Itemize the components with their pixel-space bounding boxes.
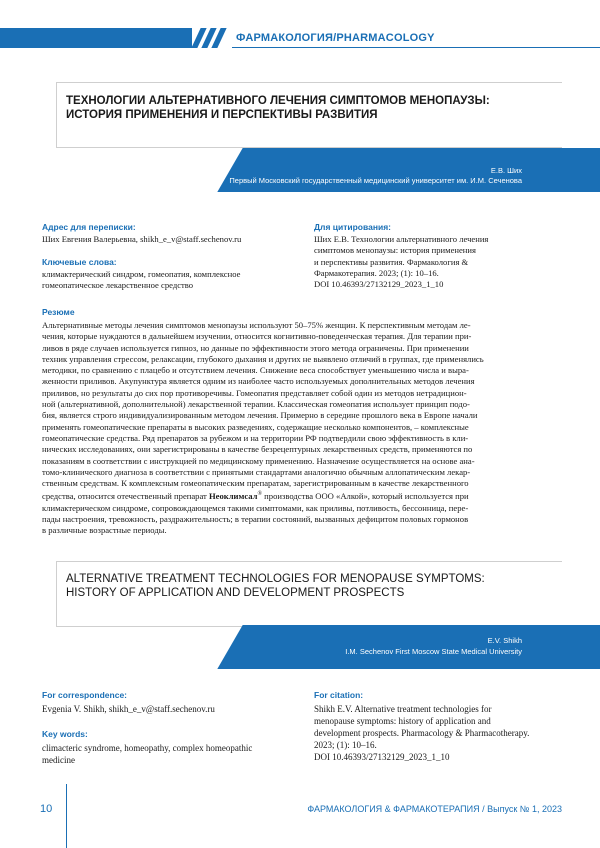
ru-citation-line: Ших Е.В. Технологии альтернативного лечения (314, 234, 489, 244)
en-citation-line: development prospects. Pharmacology & Pharmacotherapy. (314, 728, 530, 738)
ru-abstract-tail (42, 503, 566, 537)
page-number: 10 (40, 803, 53, 815)
ru-citation-line: и перспективы развития. Фармакология & (314, 256, 469, 267)
en-keywords-label: Key words: (42, 729, 88, 739)
ru-abstract-line: в различные возрастные периоды. (42, 525, 167, 536)
ru-abstract-line: показаниям в соответствии с инструкцией по медицинскому применению. Назначение осуществляется на основе ана- (42, 455, 475, 466)
ru-citation-line: Фармакотерапия. 2023; (1): 10–16. (314, 267, 439, 278)
ru-abstract-line: применять гомеопатические препараты в высоких разведениях, содержащие несколько компонентов, – комплексные (42, 421, 469, 432)
section-title: ФАРМАКОЛОГИЯ/PHARMACOLOGY (236, 32, 435, 44)
ru-abstract-line: техник управления стрессом, релаксации, глубокого дыхания и других не выявлено отличий в группах, где применялись (42, 353, 484, 364)
drug-name: Неоклимсал (208, 491, 258, 502)
header-bar (0, 28, 192, 48)
ru-abstract-line: пады настроения, тревожность, раздражительность; в терапии состояний, вызванных дефицитом половых гормонов (42, 513, 469, 524)
ru-abstract-line: ственным средствам. К комплексным гомеопатическим препаратам, зарегистрированным в качестве лекарственного (42, 478, 469, 489)
ru-citation-label: Для цитирования: (314, 222, 391, 232)
ru-author-affiliation: Первый Московский государственный медицинский университет им. И.М. Сеченова (229, 176, 522, 185)
abstract-text: производства ООО «Алкой», который используется при (262, 491, 469, 502)
ru-abstract-line: женности приливов. Акупунктура является одним из наиболее часто используемых дополнительных методов лечения (42, 376, 475, 387)
header-rule (232, 47, 600, 48)
en-title-line: HISTORY OF APPLICATION AND DEVELOPMENT PROSPECTS (66, 587, 405, 599)
registered-mark: ® (257, 491, 263, 498)
ru-abstract (42, 320, 566, 537)
ru-author-name: Е.В. Ших (490, 166, 522, 175)
ru-abstract-line (42, 489, 566, 502)
ru-abstract-line: чения, которые нуждаются в дальнейшем изучении, относится когнитивно-поведенческая терапия. Для терапии при- (42, 331, 472, 342)
en-article-title (66, 572, 546, 600)
en-title-line: ALTERNATIVE TREATMENT TECHNOLOGIES FOR MENOPAUSE SYMPTOMS: (66, 573, 485, 585)
ru-article-title (66, 95, 546, 122)
footer-rule (66, 784, 67, 848)
ru-abstract-line: приливов, но результаты до сих пор противоречивы. Гомеопатия представляет собой один из методов нетрадицион- (42, 387, 467, 398)
ru-citation-line: DOI 10.46393/27132129_2023_1_10 (314, 279, 444, 290)
journal-footer: ФАРМАКОЛОГИЯ & ФАРМАКОТЕРАПИЯ / Выпуск № 1, 2023 (307, 804, 562, 814)
en-correspondence-label: For correspondence: (42, 690, 128, 700)
ru-keywords-line: гомеопатическое лекарственное средство (42, 280, 194, 291)
ru-abstract-line: ливов в ряде случаев используется гипноз, но данные по эффективности этого метода ограничены. При применении (42, 342, 469, 353)
ru-abstract-line: гомеопатические средства. Ряд препаратов за рубежом и на территории РФ подтвердили свою эффективность в кли- (42, 432, 469, 443)
en-citation (314, 703, 576, 763)
ru-title-line: ИСТОРИЯ ПРИМЕНЕНИЯ И ПЕРСПЕКТИВЫ РАЗВИТИЯ (66, 108, 378, 121)
ru-correspondence-label: Адрес для переписки: (42, 222, 136, 232)
ru-abstract-line: ной (альтернативной, дополнительной) лекарственной терапии. Классическая гомеопатия использует принцип подо- (42, 399, 470, 410)
en-keywords-line: medicine (42, 755, 75, 765)
ru-abstract-label: Резюме (42, 307, 75, 317)
ru-abstract-lines (42, 320, 566, 489)
ru-abstract-line: методики, по сравнению с плацебо и отсутствием лечения. Снижение веса способствует уменьшению числа и выра- (42, 365, 469, 376)
ru-keywords (42, 269, 302, 292)
ru-abstract-line: нических исследованиях, они зарегистрированы в качестве безрецептурных лекарственных средств, применяются по (42, 444, 473, 455)
ru-title-line: ТЕХНОЛОГИИ АЛЬТЕРНАТИВНОГО ЛЕЧЕНИЯ СИМПТОМОВ МЕНОПАУЗЫ: (66, 95, 490, 107)
en-citation-line: menopause symptoms: history of application and (314, 716, 491, 726)
en-author-name: E.V. Shikh (487, 636, 522, 645)
en-citation-line: Shikh E.V. Alternative treatment technologies for (314, 704, 492, 714)
en-citation-line: DOI 10.46393/27132129_2023_1_10 (314, 752, 450, 762)
en-author-affiliation: I.M. Sechenov First Moscow State Medical University (345, 647, 522, 656)
en-keywords-line: climacteric syndrome, homeopathy, complex homeopathic (42, 743, 253, 753)
ru-abstract-line: томо-клинического диагноза в соответствии с принятыми стандартами аналогично обычным аллопатическим лекар- (42, 466, 471, 477)
ru-abstract-line: бия, является строго индивидуализированным методом лечения. Примерно в середине прошлого века в Европе начали (42, 410, 478, 421)
en-citation-label: For citation: (314, 690, 364, 700)
ru-keywords-line: климактерический синдром, гомеопатия, комплексное (42, 269, 241, 279)
ru-abstract-line: климактерическом синдроме, сопровождающемся такими симптомами, как приливы, потливость, бессонница, пере- (42, 502, 469, 513)
en-correspondence-text: Evgenia V. Shikh, shikh_e_v@staff.sechenov.ru (42, 704, 215, 714)
ru-citation (314, 234, 574, 290)
abstract-text: средства, относится отечественный препарат (42, 491, 209, 502)
en-keywords (42, 742, 302, 766)
en-citation-line: 2023; (1): 10–16. (314, 740, 377, 750)
ru-keywords-label: Ключевые слова: (42, 257, 117, 267)
ru-correspondence-text: Ших Евгения Валерьевна, shikh_e_v@staff.sechenov.ru (42, 234, 242, 244)
ru-citation-line: симптомов менопаузы: история применения (314, 245, 476, 256)
ru-abstract-line: Альтернативные методы лечения симптомов менопаузы используют 50–75% женщин. К перспективным методам ле- (42, 320, 471, 330)
